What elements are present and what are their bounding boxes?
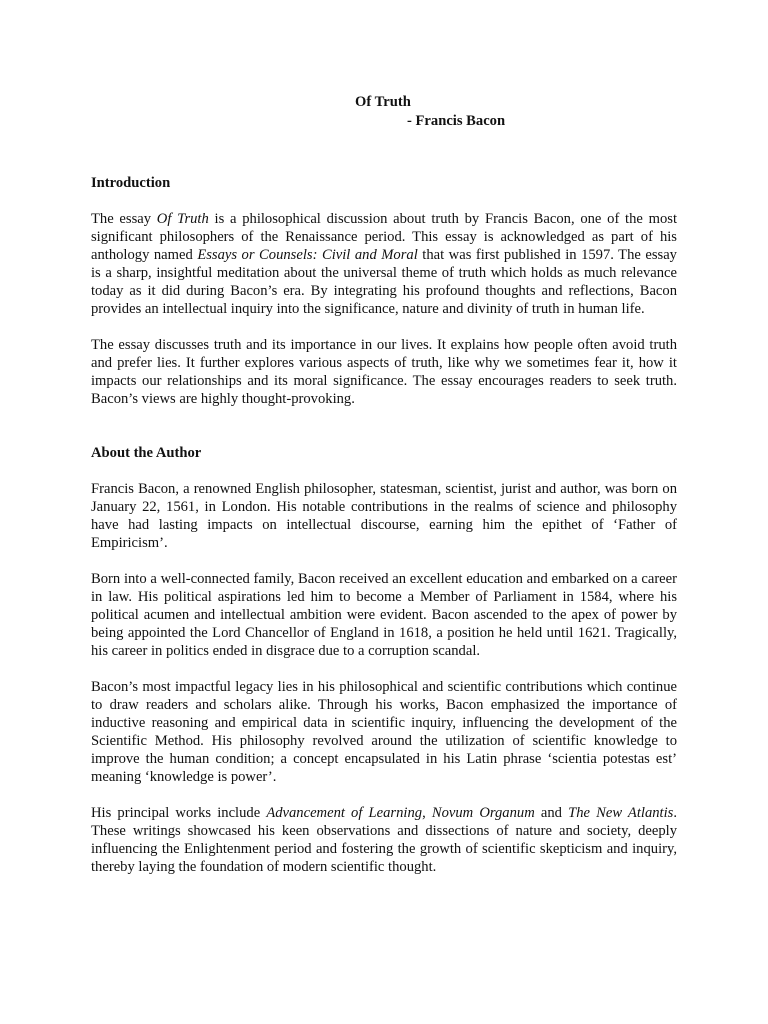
italic-title-text: Essays or Counsels: Civil and Moral xyxy=(197,247,418,263)
essay-title: Of Truth xyxy=(355,94,411,110)
paragraph-text: Francis Bacon, a renowned English philosopher, statesman, scientist, jurist and author, was born on January 22, 1561, in London. His notable contributions in the realms of science and philosophy have had lasting impacts on intellectual discourse, earning him the epithet of ‘Father of Empiricism’. xyxy=(91,481,677,551)
document-page xyxy=(91,92,677,876)
document-body xyxy=(91,174,677,876)
author-line: - Francis Bacon xyxy=(407,113,506,129)
paragraph xyxy=(91,480,677,552)
italic-title-text: Advancement of Learning xyxy=(266,805,423,821)
paragraph-text: The essay xyxy=(91,211,157,227)
paragraph-text: is a philosophical discussion about truth by Francis Bacon, one of the most significant philosophers of the Renaissance period. This essay is acknowledged as part of his anthology named xyxy=(91,211,677,263)
paragraph xyxy=(91,804,677,876)
italic-title-text: Of Truth xyxy=(156,211,209,227)
paragraph-text: Bacon’s most impactful legacy lies in his philosophical and scientific contributions which continue to draw readers and scholars alike. Through his works, Bacon emphasized the importance of inductive reasoning and empirical data in scientific inquiry, influencing the development of the Scientific Method. His philosophy revolved around the utilization of scientific knowledge to improve the human condition; a concept encapsulated in his Latin phrase ‘scientia potestas est’ meaning ‘knowledge is power’. xyxy=(91,679,677,785)
italic-title-text: Novum Organum xyxy=(431,805,535,821)
paragraph-text: The essay discusses truth and its importance in our lives. It explains how people often avoid truth and prefer lies. It further explores various aspects of truth, like why we sometimes fear it, how it impacts our relationships and its moral significance. The essay encourages readers to seek truth. Bacon’s views are highly thought-provoking. xyxy=(91,337,677,407)
paragraph-text: Born into a well-connected family, Bacon received an excellent education and embarked on a career in law. His political aspirations led him to become a Member of Parliament in 1584, where his political acumen and intellectual ambition were evident. Bacon ascended to the apex of power by being appointed the Lord Chancellor of England in 1618, a position he held until 1621. Tragically, his career in politics ended in disgrace due to a corruption scandal. xyxy=(91,571,677,659)
italic-title-text: The New Atlantis xyxy=(568,805,674,821)
title-block xyxy=(91,93,677,130)
paragraph xyxy=(91,678,677,786)
paragraph-text: and xyxy=(534,805,569,821)
paragraph xyxy=(91,336,677,408)
paragraph-text: that was first published in 1597. The essay is a sharp, insightful meditation about the universal theme of truth which holds as much relevance today as it did during Bacon’s era. By integrating his profound thoughts and reflections, Bacon provides an intellectual inquiry into the significance, nature and divinity of truth in human life. xyxy=(91,247,677,317)
paragraph-text: . These writings showcased his keen observations and dissections of nature and society, deeply influencing the Enlightenment period and fostering the growth of scientific skepticism and inquiry, thereby laying the foundation of modern scientific thought. xyxy=(91,805,677,875)
section-heading: About the Author xyxy=(91,445,202,461)
paragraph-text: His principal works include xyxy=(91,805,267,821)
paragraph xyxy=(91,210,677,318)
paragraph xyxy=(91,570,677,660)
section-heading: Introduction xyxy=(91,175,171,191)
paragraph-text: , xyxy=(422,805,432,821)
